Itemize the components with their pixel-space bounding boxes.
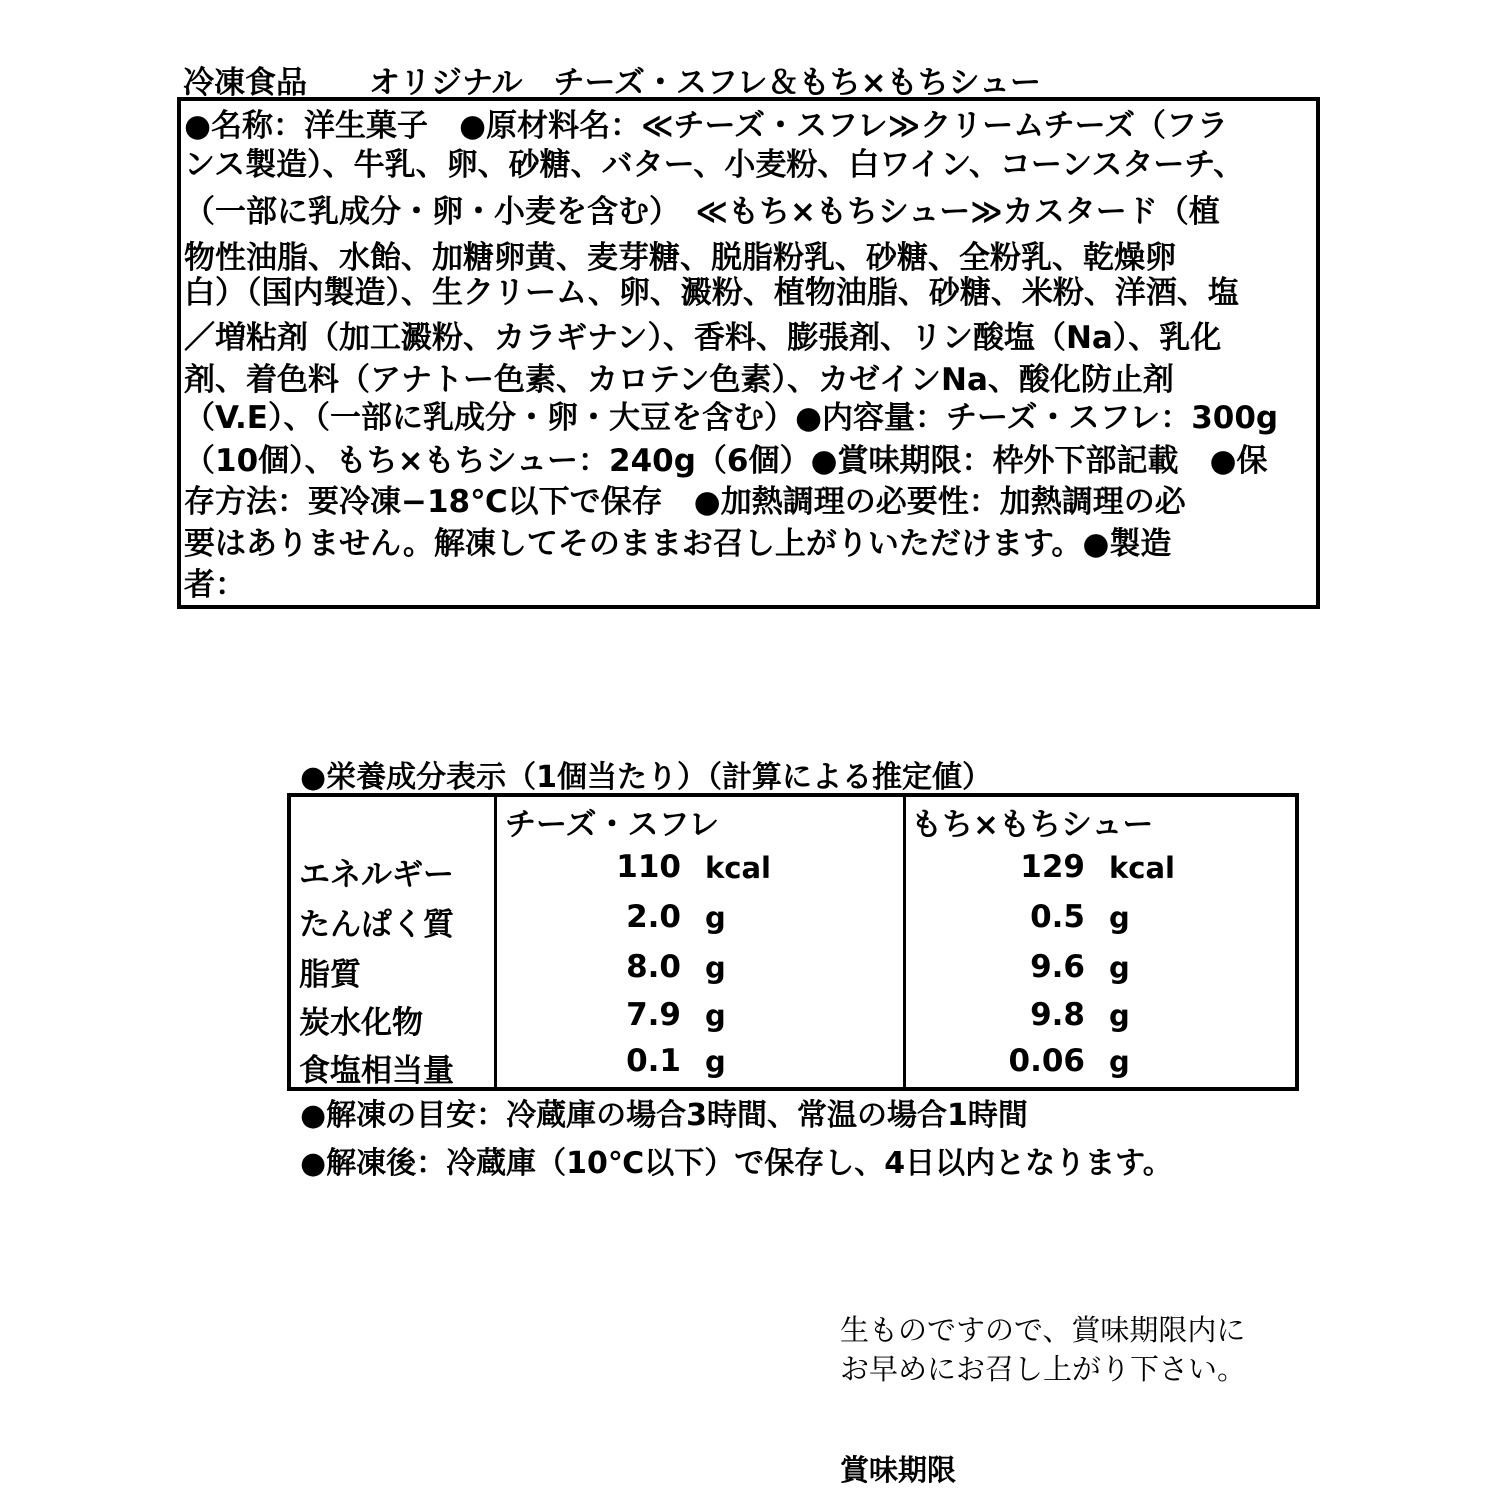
ingredients-line: 存方法：要冷凍−18℃以下で保存 ●加熱調理の必要性：加熱調理の必 (184, 484, 1186, 520)
after-thaw-note: ●解凍後：冷蔵庫（10℃以下）で保存し、4日以内となります。 (300, 1146, 1173, 1181)
unit-chou: g (1109, 951, 1130, 985)
value-souffle: 110 (616, 849, 681, 885)
ingredients-line: （一部に乳成分・卵・小麦を含む） ≪もち×もちシュー≫カスタード（植 (184, 194, 1220, 230)
ingredients-line: 者： (184, 567, 246, 603)
nutrition-table (287, 793, 1299, 1091)
nutrient-label: 食塩相当量 (299, 1053, 454, 1089)
value-chou: 9.8 (1030, 997, 1085, 1033)
column-header-souffle: チーズ・スフレ (505, 807, 720, 843)
ingredients-line: 白）（国内製造）、生クリーム、卵、澱粉、植物油脂、砂糖、米粉、洋酒、塩 (184, 275, 1239, 311)
nutrient-label: 脂質 (299, 957, 361, 993)
freshness-note-line: 生ものですので、賞味期限内に (840, 1313, 1246, 1347)
expiry-label: 賞味期限 (840, 1453, 957, 1487)
value-souffle: 2.0 (626, 899, 681, 935)
ingredients-line: 物性油脂、水飴、加糖卵黄、麦芽糖、脱脂粉乳、砂糖、全粉乳、乾燥卵 (184, 240, 1176, 276)
unit-souffle: g (705, 901, 726, 935)
unit-souffle: g (705, 1045, 726, 1079)
nutrient-label: たんぱく質 (299, 907, 454, 943)
value-souffle: 7.9 (626, 997, 681, 1033)
ingredients-line: （V.E）、（一部に乳成分・卵・大豆を含む）●内容量：チーズ・スフレ：300g (184, 400, 1279, 436)
ingredients-line: ●名称：洋生菓子 ●原材料名：≪チーズ・スフレ≫クリームチーズ（フラ (184, 108, 1229, 144)
nutrient-label: エネルギー (299, 857, 454, 893)
nutrition-title: ●栄養成分表示（1個当たり）（計算による推定値） (300, 760, 993, 795)
nutrient-label: 炭水化物 (299, 1005, 423, 1041)
value-souffle: 0.1 (626, 1043, 681, 1079)
product-title: 冷凍食品 オリジナル チーズ・スフレ＆もち×もちシュー (183, 65, 1042, 101)
ingredients-line: （10個）、もち×もちシュー：240g（6個）●賞味期限：枠外下部記載 ●保 (184, 443, 1268, 479)
column-header-chou: もち×もちシュー (911, 807, 1154, 843)
value-chou: 0.5 (1030, 899, 1085, 935)
unit-souffle: kcal (705, 851, 771, 885)
freshness-note-line: お早めにお召し上がり下さい。 (840, 1352, 1247, 1386)
value-chou: 129 (1020, 849, 1085, 885)
ingredients-line: ンス製造）、牛乳、卵、砂糖、バター、小麦粉、白ワイン、コーンスターチ、 (184, 147, 1245, 183)
thaw-guide-note: ●解凍の目安：冷蔵庫の場合3時間、常温の場合1時間 (300, 1098, 1028, 1133)
unit-chou: g (1109, 1045, 1130, 1079)
ingredients-line: 要はありません。解凍してそのままお召し上がりいただけます。●製造 (184, 526, 1172, 562)
value-chou: 0.06 (1008, 1043, 1085, 1079)
value-souffle: 8.0 (626, 949, 681, 985)
table-divider (494, 797, 497, 1087)
ingredients-line: ／増粘剤（加工澱粉、カラギナン）、香料、膨張剤、リン酸塩（Na）、乳化 (184, 320, 1222, 356)
unit-chou: g (1109, 999, 1130, 1033)
unit-souffle: g (705, 999, 726, 1033)
unit-chou: kcal (1109, 851, 1175, 885)
unit-souffle: g (705, 951, 726, 985)
value-chou: 9.6 (1030, 949, 1085, 985)
ingredients-line: 剤、着色料（アナトー色素、カロテン色素）、カゼインNa、酸化防止剤 (184, 362, 1174, 398)
table-divider (903, 797, 906, 1087)
unit-chou: g (1109, 901, 1130, 935)
